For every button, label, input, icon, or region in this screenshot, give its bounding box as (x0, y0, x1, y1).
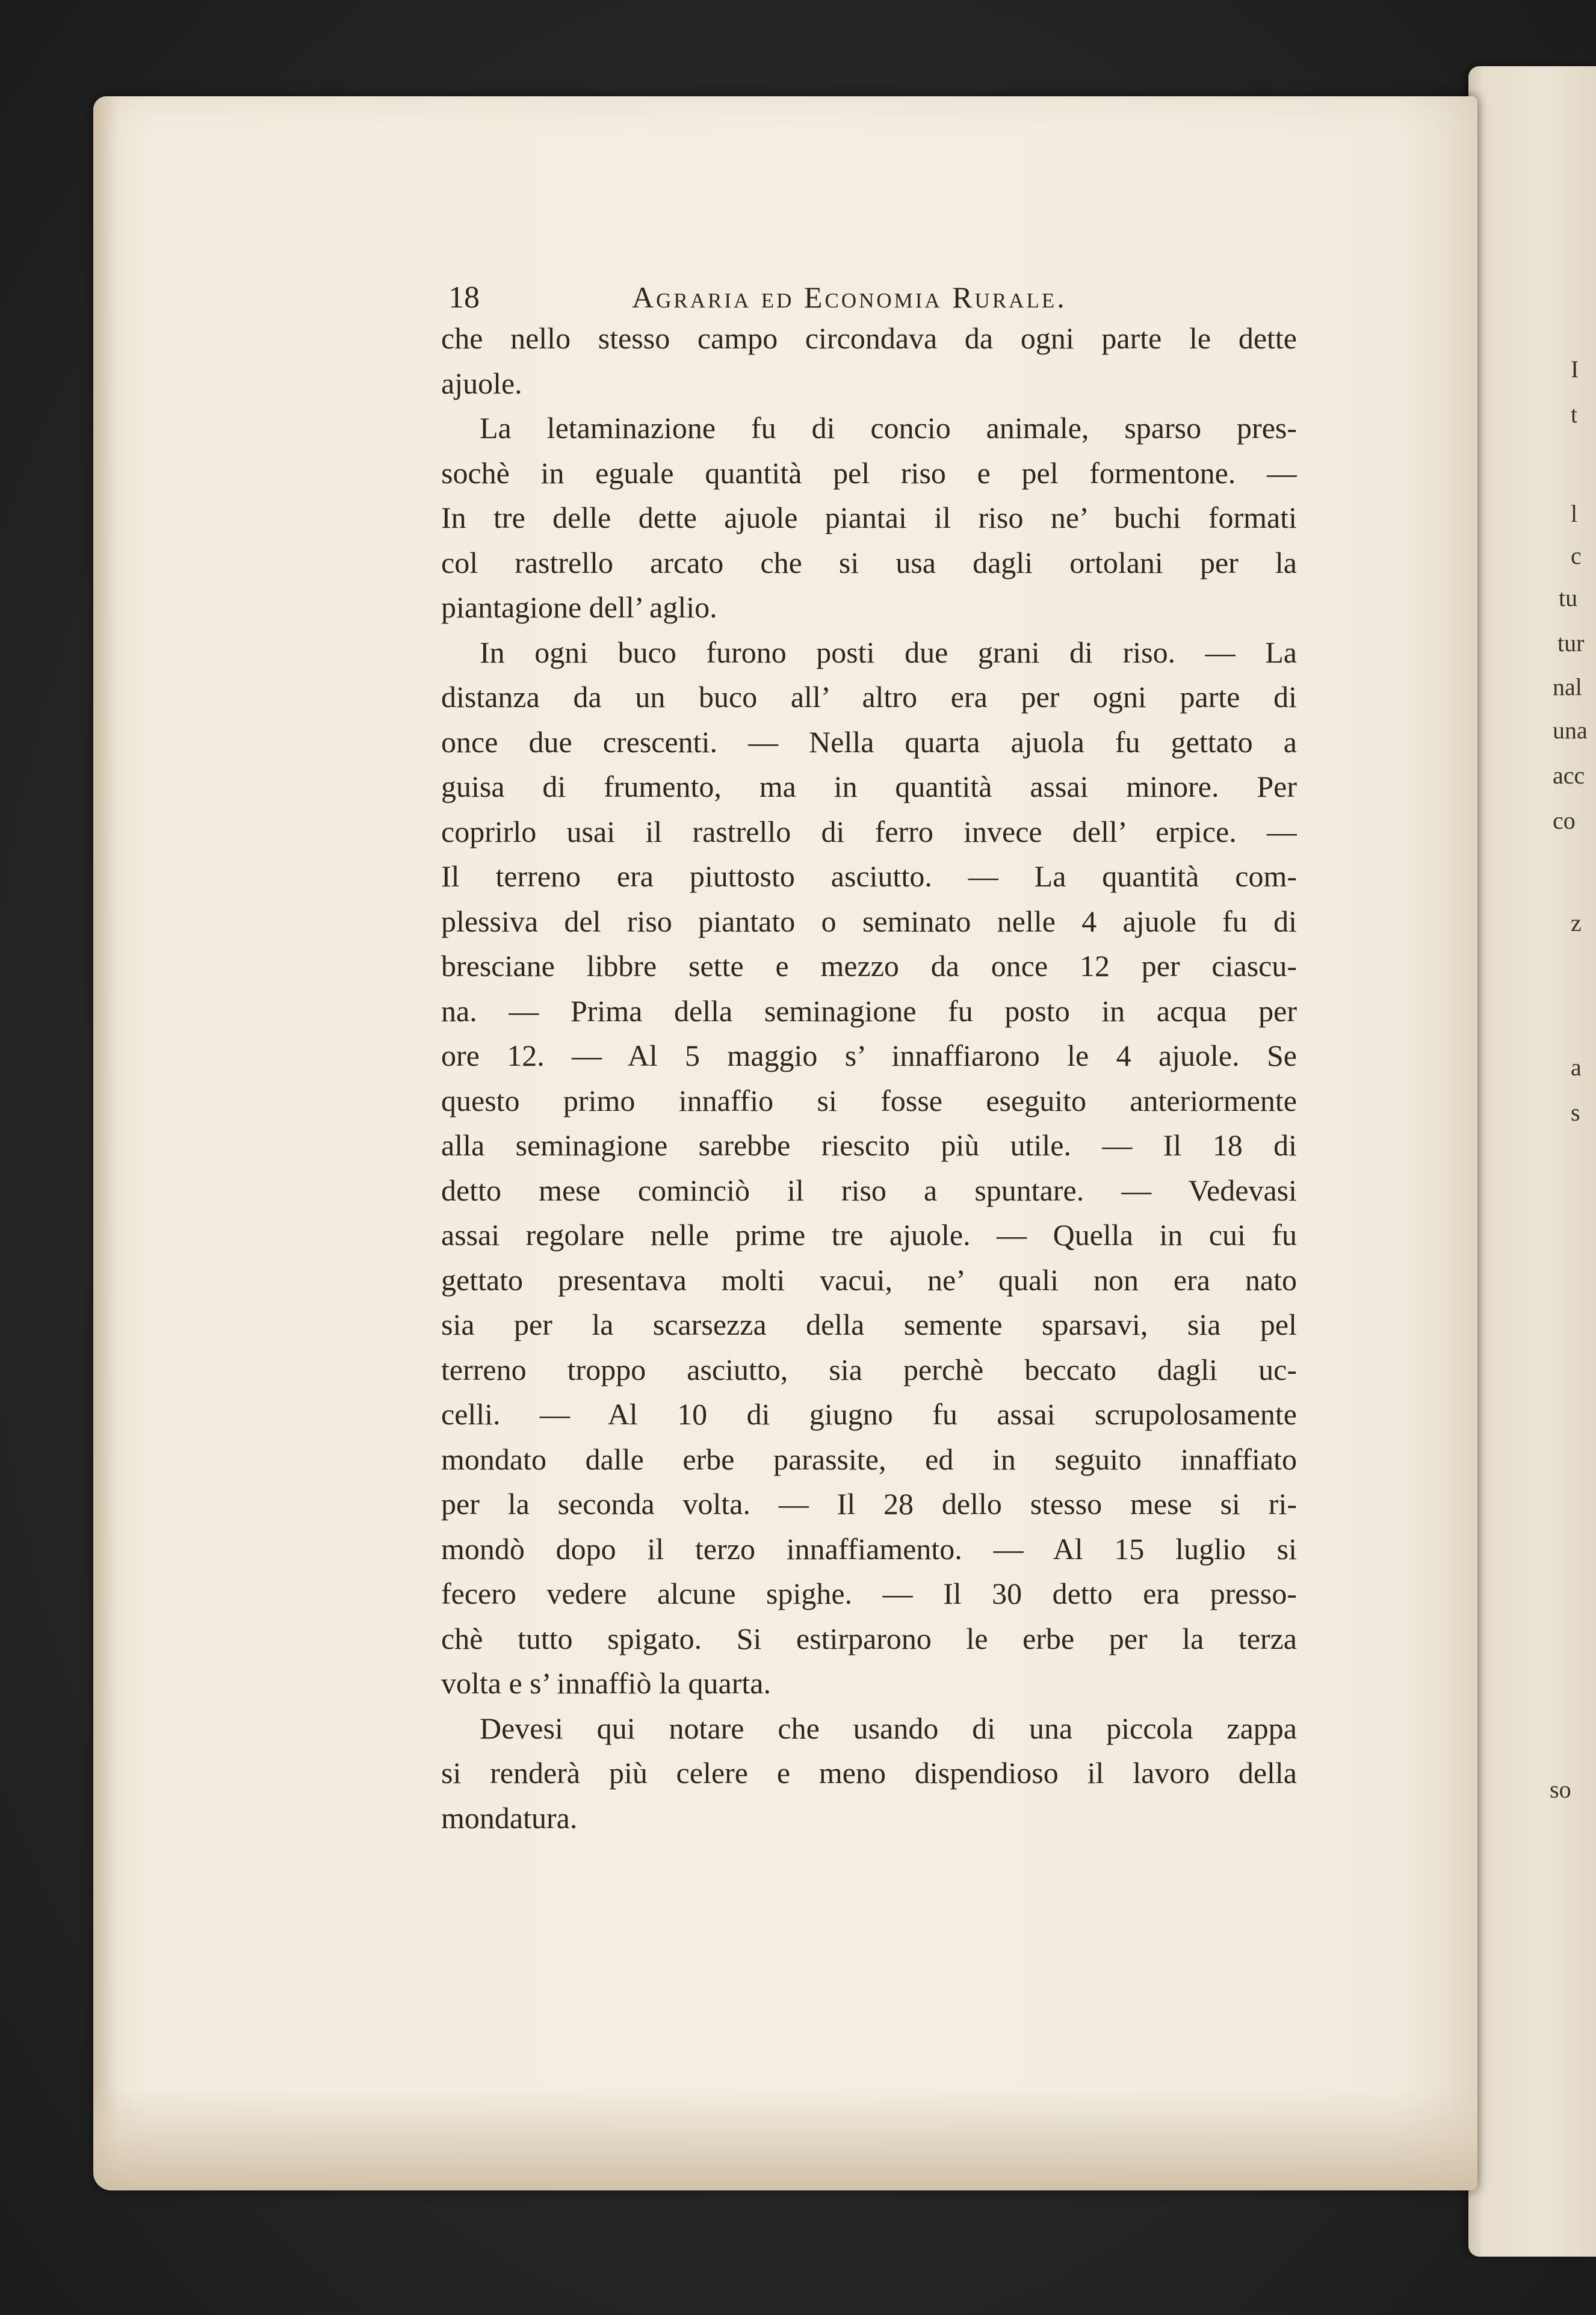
text-line: Devesi qui notare che usando di una piccola zappa (480, 1711, 1297, 1745)
edge-fragment: nal (1553, 673, 1582, 700)
body-text (441, 316, 1297, 1840)
text-line: mondato dalle erbe parassite, ed in seguito innaffiato (441, 1442, 1297, 1476)
text-line: bresciane libbre sette e mezzo da once 12 per ciascu- (441, 949, 1297, 983)
edge-fragment: z (1571, 909, 1582, 936)
edge-fragment: l (1571, 500, 1578, 527)
edge-fragment: tur (1557, 629, 1585, 657)
facing-page-edge (1468, 66, 1596, 2257)
text-line: Il terreno era piuttosto asciutto. — La quantità com- (441, 859, 1297, 893)
text-line: per la seconda volta. — Il 28 dello stesso mese si ri- (441, 1487, 1297, 1521)
running-title: Agraria ed Economia Rurale. (632, 280, 1067, 314)
page-left-edge (93, 96, 117, 2190)
text-line: col rastrello arcato che si usa dagli ortolani per la (441, 545, 1297, 580)
text-line: che nello stesso campo circondava da ogni parte le dette (441, 321, 1297, 355)
text-line: guisa di frumento, ma in quantità assai minore. Per (441, 770, 1297, 803)
edge-fragment: c (1571, 542, 1582, 569)
text-line: assai regolare nelle prime tre ajuole. — Quella in cui fu (441, 1218, 1297, 1252)
paragraph (441, 316, 1297, 406)
text-line: sochè in eguale quantità pel riso e pel formentone. — (441, 456, 1297, 490)
text-line: gettato presentava molti vacui, ne’ quali non era nato (441, 1263, 1297, 1297)
edge-fragment: s (1571, 1099, 1580, 1126)
text-line: plessiva del riso piantato o seminato nelle 4 ajuole fu di (441, 904, 1297, 938)
text-line: alla seminagione sarebbe riescito più utile. — Il 18 di (441, 1128, 1297, 1162)
paragraph (441, 630, 1297, 1706)
edge-fragment: a (1571, 1054, 1582, 1081)
edge-fragment: tu (1559, 584, 1578, 611)
edge-fragment: una (1553, 717, 1588, 744)
text-line: piantagione dell’ aglio. (441, 590, 717, 624)
paragraph (441, 1706, 1297, 1841)
text-line: mondò dopo il terzo innaffiamento. — Al 15 luglio si (441, 1531, 1297, 1566)
text-line: In ogni buco furono posti due grani di riso. — La (480, 635, 1297, 669)
text-line: ore 12. — Al 5 maggio s’ innaffiarono le 4 ajuole. Se (441, 1039, 1297, 1072)
text-line: terreno troppo asciutto, sia perchè beccato dagli uc- (441, 1352, 1297, 1386)
edge-fragment: co (1553, 807, 1576, 834)
text-line: detto mese cominciò il riso a spuntare. — Vedevasi (441, 1173, 1297, 1207)
text-line: chè tutto spigato. Si estirparono le erbe per la terza (441, 1621, 1297, 1655)
paragraph (441, 406, 1297, 630)
edge-fragment: t (1571, 401, 1578, 428)
text-line: na. — Prima della seminagione fu posto in acqua per (441, 994, 1297, 1028)
page-bottom-fold (93, 2088, 1477, 2190)
text-line: volta e s’ innaffiò la quarta. (441, 1666, 771, 1700)
text-line: sia per la scarsezza della semente sparsavi, sia pel (441, 1308, 1297, 1341)
page-text-block (346, 274, 1297, 1835)
text-line: La letaminazione fu di concio animale, sparso pres- (480, 411, 1297, 445)
text-line: coprirlo usai il rastrello di ferro invece dell’ erpice. — (441, 814, 1297, 848)
text-line: In tre delle dette ajuole piantai il riso ne’ buchi formati (441, 501, 1297, 534)
page-number: 18 (448, 280, 480, 315)
text-line: once due crescenti. — Nella quarta ajuola fu gettato a (441, 725, 1297, 759)
text-line: fecero vedere alcune spighe. — Il 30 detto era presso- (441, 1577, 1297, 1610)
text-line: si renderà più celere e meno dispendioso il lavoro della (441, 1756, 1297, 1790)
edge-fragment: acc (1553, 762, 1585, 789)
edge-fragment: I (1571, 356, 1579, 383)
running-header (346, 274, 1297, 322)
text-line: questo primo innaffio si fosse eseguito anteriormente (441, 1083, 1297, 1117)
text-line: celli. — Al 10 di giugno fu assai scrupolosamente (441, 1397, 1297, 1431)
text-line: ajuole. (441, 366, 522, 400)
text-line: distanza da un buco all’ altro era per ogni parte di (441, 680, 1297, 714)
edge-fragment: so (1550, 1776, 1571, 1803)
text-line: mondatura. (441, 1800, 578, 1835)
